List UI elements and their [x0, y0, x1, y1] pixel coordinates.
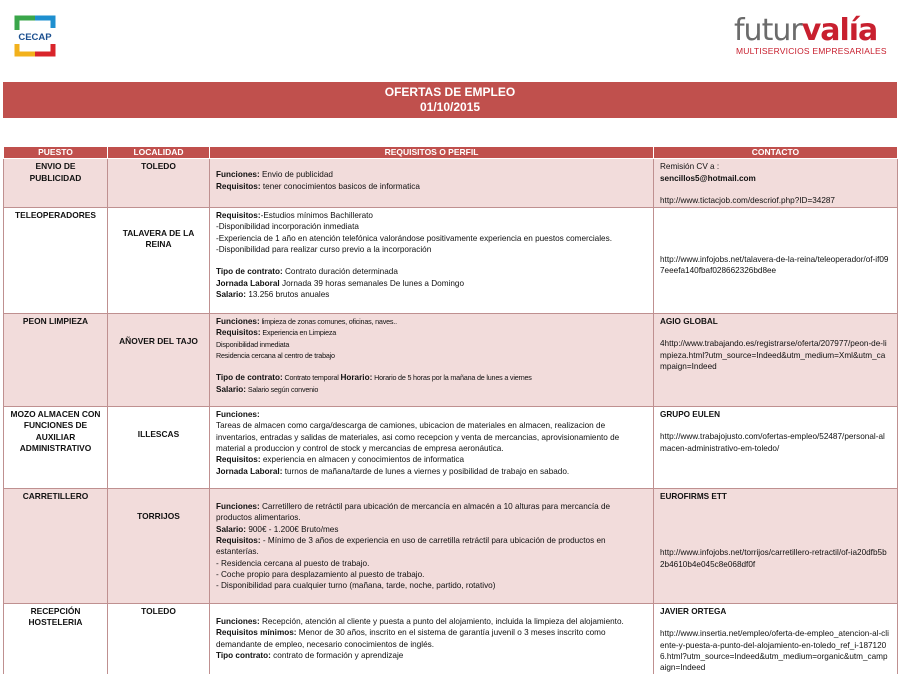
contact-company: GRUPO EULEN	[660, 410, 721, 420]
contacto-cell	[654, 604, 898, 674]
contact-link[interactable]: http://www.infojobs.net/torrijos/carretillero-retractil/of-ia20dfb5b2b4610b4e045c8e068df0f	[660, 548, 887, 569]
column-header-puesto: PUESTO	[4, 147, 108, 159]
contact-company: AGIO GLOBAL	[660, 317, 718, 327]
column-header-contacto: CONTACTO	[654, 147, 898, 159]
table-row	[4, 208, 898, 314]
localidad-cell: TALAVERA DE LA REINA	[108, 208, 210, 314]
contact-link[interactable]: 4http://www.trabajando.es/registrarse/oferta/207977/peon-de-limpieza.html?utm_source=Indeed&utm_medium=Xml&utm_campaign=Indeed	[660, 339, 887, 372]
page-date: 01/10/2015	[419, 100, 481, 114]
offers-table	[3, 146, 898, 674]
contact-link[interactable]: http://www.insertia.net/empleo/oferta-de-empleo_atencion-al-cliente-y-puesta-a-punto-del-alojamiento-en-toledo_ref_i-1871206.html?utm_source=Indeed&utm_medium=organic&utm_campaign=Indeed	[660, 629, 889, 673]
puesto-cell: ENVIO DE PUBLICIDAD	[4, 159, 108, 208]
contacto-cell	[654, 314, 898, 407]
puesto-cell: MOZO ALMACEN CON FUNCIONES DE AUXILIAR ADMINISTRATIVO	[4, 407, 108, 489]
contacto-cell: Remisión CV a : sencillos5@hotmail.com http://www.tictacjob.com/descriof.php?ID=34287	[654, 159, 898, 208]
table-row	[4, 159, 898, 208]
table-header-row	[4, 147, 898, 159]
contact-link[interactable]: http://www.tictacjob.com/descriof.php?ID=34287	[660, 195, 835, 205]
futurvalia-wordmark: futurvalía	[734, 13, 878, 48]
requisitos-cell: Funciones: Envio de publicidad Requisitos: tener conocimientos basicos de informatica	[210, 159, 654, 208]
contact-company: JAVIER ORTEGA	[660, 607, 727, 617]
contact-link[interactable]: http://www.trabajojusto.com/ofertas-empleo/52487/personal-almacen-administrativo-em-toledo/	[660, 432, 885, 453]
page-title: OFERTAS DE EMPLEO	[384, 85, 516, 99]
contacto-cell	[654, 407, 898, 489]
requisitos-cell: Funciones: limpieza de zonas comunes, oficinas, naves.. Requisitos: Experiencia en Limpieza Disponibilidad inmediata Residencia cercana al centro de trabajo Tipo de contrato: Contrato temporal Horario: Horario de 5 horas por la mañana de lunes a viernes Salario: Salario según convenio	[210, 314, 654, 407]
contact-company: EUROFIRMS ETT	[660, 492, 727, 502]
localidad-cell: TOLEDO	[108, 604, 210, 674]
puesto-cell: CARRETILLERO	[4, 489, 108, 604]
localidad-cell: ILLESCAS	[108, 407, 210, 489]
localidad-cell: AÑOVER DEL TAJO	[108, 314, 210, 407]
requisitos-cell: Funciones: Recepción, atención al cliente y puesta a punto del alojamiento, incluida la limpieza del alojamiento. Requisitos mínimos: Menor de 30 años, inscrito en el sistema de garantía juvenil o 3 meses inscrito como demandante de empleo, necesario conocimientos de inglés. Tipo contrato: contrato de formación y aprendizaje	[210, 604, 654, 674]
column-header-localidad: LOCALIDAD	[108, 147, 210, 159]
puesto-cell: TELEOPERADORES	[4, 208, 108, 314]
localidad-cell: TORRIJOS	[108, 489, 210, 604]
localidad-cell: TOLEDO	[108, 159, 210, 208]
puesto-cell: RECEPCIÓN HOSTELERIA	[4, 604, 108, 674]
table-row	[4, 314, 898, 407]
futurvalia-tagline: MULTISERVICIOS EMPRESARIALES	[736, 46, 887, 56]
table-row	[4, 604, 898, 674]
contact-email[interactable]: sencillos5@hotmail.com	[660, 173, 756, 183]
cecap-logo-text: CECAP	[18, 32, 52, 43]
contact-link[interactable]: http://www.infojobs.net/talavera-de-la-reina/teleoperador/of-if097eeefa140fbaf028662326bd8ee	[660, 255, 889, 276]
futurvalia-logo	[734, 13, 887, 64]
title-banner	[3, 82, 897, 118]
column-header-requisitos: REQUISITOS O PERFIL	[210, 147, 654, 159]
cecap-logo	[7, 8, 63, 64]
table-row	[4, 489, 898, 604]
contacto-cell	[654, 489, 898, 604]
contacto-cell	[654, 208, 898, 314]
requisitos-cell: Requisitos:-Estudios mínimos Bachillerato -Disponibilidad incorporación inmediata -Experiencia de 1 año en atención telefónica valorándose positivamente experiencia en puestos comerciales. -Disponibilidad para realizar curso previo a la incorporación Tipo de contrato: Contrato duración determinada Jornada Laboral Jornada 39 horas semanales De lunes a Domingo Salario: 13.256 brutos anuales	[210, 208, 654, 314]
requisitos-cell: Funciones: Tareas de almacen como carga/descarga de camiones, ubicacion de materiales en almacen, realizacion de inventarios, entradas y salidas de materiales, asi como recepcion y venta de mercancias, aprovisionamiento de material a produccion y control de stock y mercancias de empresa aeronáutica. Requisitos: experiencia en almacen y conocimientos de informatica Jornada Laboral: turnos de mañana/tarde de lunes a viernes y posibilidad de trabajo en sabado.	[210, 407, 654, 489]
puesto-cell: PEON LIMPIEZA	[4, 314, 108, 407]
requisitos-cell: Funciones: Carretillero de retráctil para ubicación de mercancía en almacén a 10 alturas para mercancía de productos alimentarios. Salario: 900€ - 1.200€ Bruto/mes Requisitos: - Mínimo de 3 años de experiencia en uso de carretilla retráctil para ubicación de productos en estanterías. - Residencia cercana al puesto de trabajo. - Coche propio para desplazamiento al puesto de trabajo. - Disponibilidad para cualquier turno (mañana, tarde, noche, partido, rotativo)	[210, 489, 654, 604]
table-row	[4, 407, 898, 489]
